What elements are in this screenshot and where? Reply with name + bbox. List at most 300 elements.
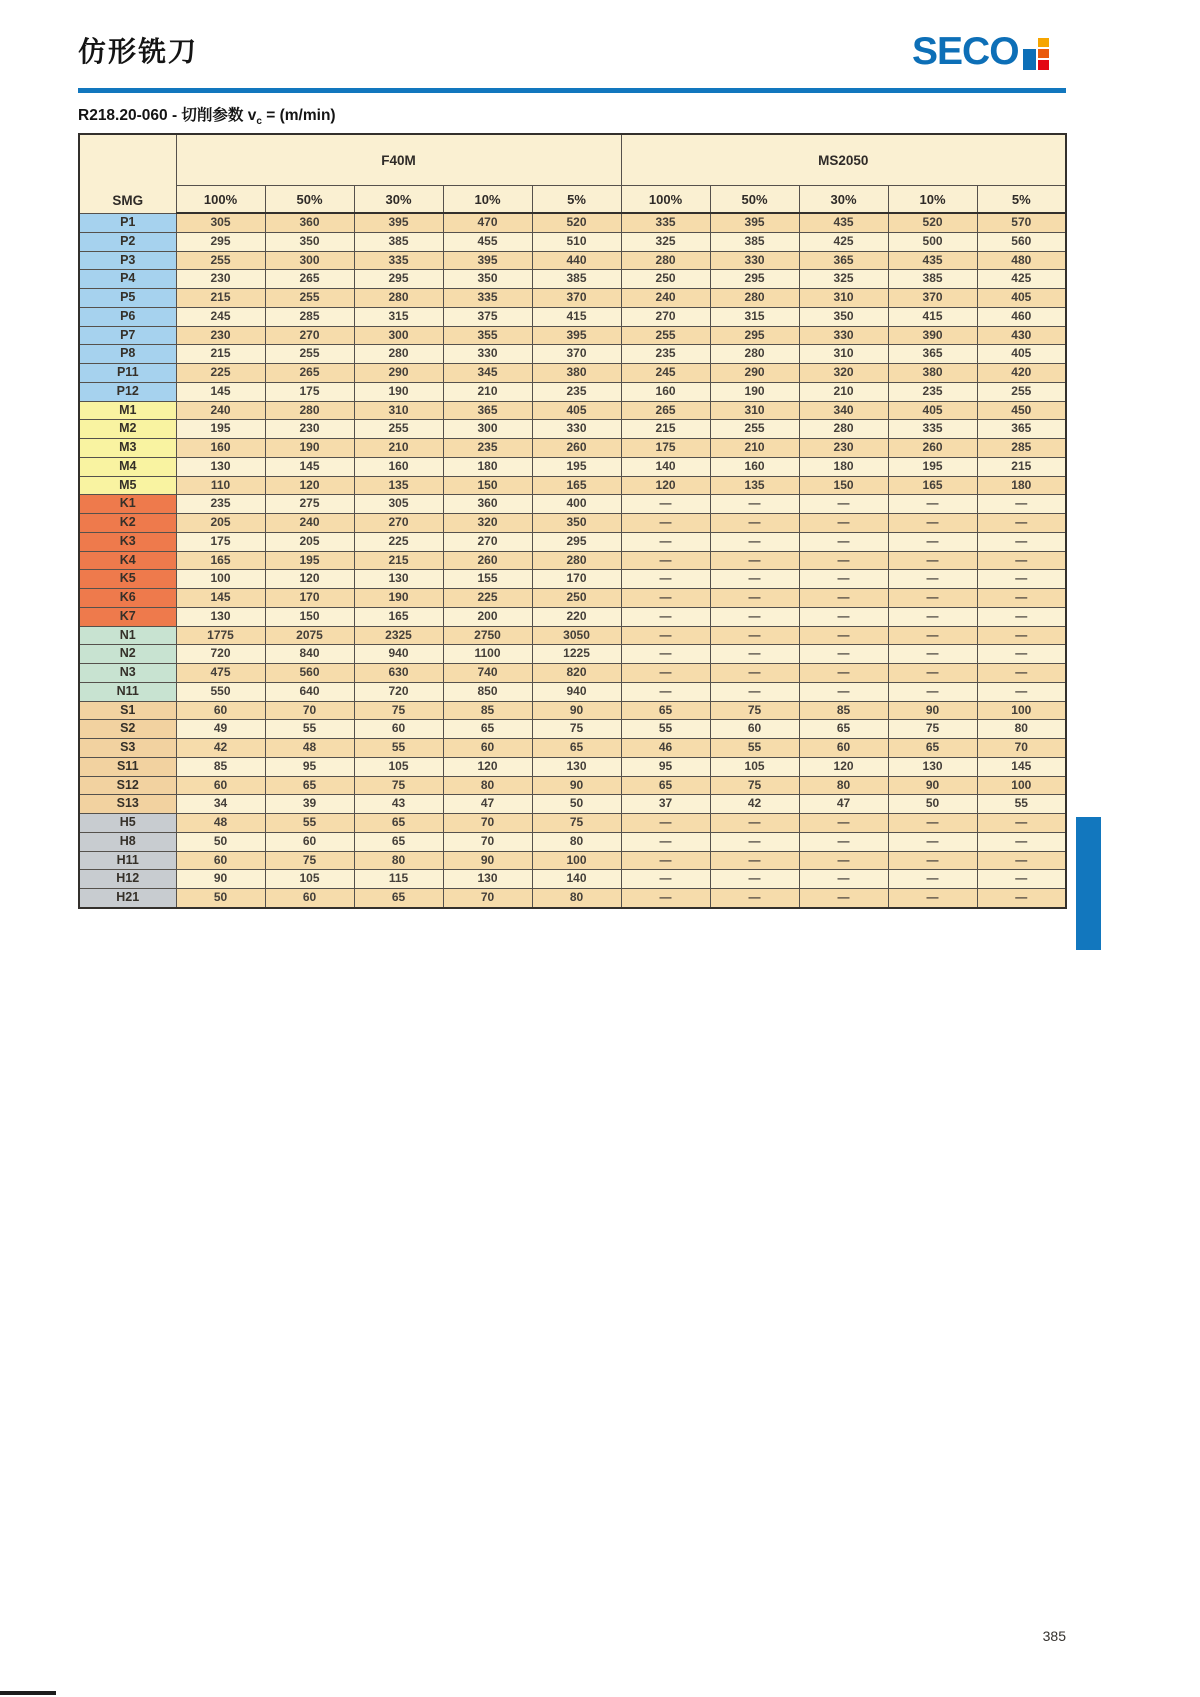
value-cell: 47 (799, 795, 888, 814)
table-row (79, 495, 1066, 514)
value-cell: 310 (799, 289, 888, 308)
table-row (79, 364, 1066, 383)
value-cell: 105 (265, 870, 354, 889)
value-cell: 195 (888, 457, 977, 476)
value-cell: 405 (977, 289, 1066, 308)
value-cell: 330 (532, 420, 621, 439)
value-cell: 335 (888, 420, 977, 439)
value-cell: 450 (977, 401, 1066, 420)
value-cell: — (621, 851, 710, 870)
value-cell: — (621, 626, 710, 645)
value-cell: — (977, 664, 1066, 683)
value-cell: — (888, 626, 977, 645)
smg-label: K6 (79, 589, 176, 608)
value-cell: 280 (354, 345, 443, 364)
value-cell: 520 (532, 213, 621, 232)
cube-orange-square (1038, 49, 1049, 58)
value-cell: 325 (621, 232, 710, 251)
value-cell: 720 (176, 645, 265, 664)
smg-label: S1 (79, 701, 176, 720)
smg-label: K2 (79, 514, 176, 533)
value-cell: 42 (176, 739, 265, 758)
table-row (79, 889, 1066, 908)
value-cell: — (888, 495, 977, 514)
value-cell: 65 (532, 739, 621, 758)
table-row (79, 476, 1066, 495)
value-cell: 60 (265, 889, 354, 908)
value-cell: 190 (354, 382, 443, 401)
value-cell: 65 (621, 701, 710, 720)
value-cell: 205 (265, 532, 354, 551)
value-cell: 245 (176, 307, 265, 326)
value-cell: — (621, 832, 710, 851)
smg-label: S2 (79, 720, 176, 739)
value-cell: 400 (532, 495, 621, 514)
value-cell: — (710, 607, 799, 626)
table-caption (78, 103, 336, 127)
value-cell: 49 (176, 720, 265, 739)
value-cell: — (621, 495, 710, 514)
value-cell: 80 (532, 832, 621, 851)
percent-header: 5% (977, 186, 1066, 214)
value-cell: 65 (888, 739, 977, 758)
smg-label: K4 (79, 551, 176, 570)
value-cell: 210 (443, 382, 532, 401)
value-cell: — (799, 832, 888, 851)
value-cell: 300 (443, 420, 532, 439)
value-cell: 510 (532, 232, 621, 251)
smg-label: N11 (79, 682, 176, 701)
table-row (79, 870, 1066, 889)
value-cell: 255 (265, 289, 354, 308)
value-cell: 260 (532, 439, 621, 458)
value-cell: — (710, 851, 799, 870)
smg-label: K5 (79, 570, 176, 589)
value-cell: 390 (888, 326, 977, 345)
percent-header: 5% (532, 186, 621, 214)
value-cell: 70 (443, 814, 532, 833)
value-cell: — (710, 514, 799, 533)
smg-column-header: SMG (79, 134, 176, 213)
value-cell: — (888, 870, 977, 889)
value-cell: 425 (799, 232, 888, 251)
value-cell: — (710, 626, 799, 645)
value-cell: 315 (354, 307, 443, 326)
seco-cube-icon (1023, 38, 1049, 70)
value-cell: 1775 (176, 626, 265, 645)
percent-header: 50% (265, 186, 354, 214)
value-cell: 370 (532, 289, 621, 308)
table-row (79, 401, 1066, 420)
smg-label: M3 (79, 439, 176, 458)
value-cell: — (710, 814, 799, 833)
value-cell: 315 (710, 307, 799, 326)
value-cell: 455 (443, 232, 532, 251)
table-row (79, 289, 1066, 308)
value-cell: 295 (710, 326, 799, 345)
value-cell: 255 (354, 420, 443, 439)
value-cell: — (888, 532, 977, 551)
value-cell: 500 (888, 232, 977, 251)
table-row (79, 420, 1066, 439)
value-cell: — (977, 626, 1066, 645)
value-cell: 60 (443, 739, 532, 758)
value-cell: — (710, 495, 799, 514)
value-cell: 570 (977, 213, 1066, 232)
value-cell: 365 (888, 345, 977, 364)
value-cell: 120 (265, 570, 354, 589)
value-cell: — (888, 832, 977, 851)
value-cell: — (799, 532, 888, 551)
value-cell: 330 (443, 345, 532, 364)
value-cell: 170 (265, 589, 354, 608)
value-cell: 60 (265, 832, 354, 851)
value-cell: 720 (354, 682, 443, 701)
cutting-parameters-table (78, 133, 1067, 909)
value-cell: 265 (265, 364, 354, 383)
smg-label: P5 (79, 289, 176, 308)
value-cell: 65 (443, 720, 532, 739)
value-cell: 420 (977, 364, 1066, 383)
value-cell: 130 (532, 757, 621, 776)
value-cell: 65 (799, 720, 888, 739)
value-cell: 48 (265, 739, 354, 758)
value-cell: 435 (799, 213, 888, 232)
value-cell: 110 (176, 476, 265, 495)
vc-symbol: $v_c$ (247, 107, 262, 128)
table-row (79, 514, 1066, 533)
value-cell: 405 (532, 401, 621, 420)
value-cell: 310 (710, 401, 799, 420)
percent-header: 30% (354, 186, 443, 214)
value-cell: — (799, 607, 888, 626)
value-cell: 190 (265, 439, 354, 458)
value-cell: 235 (888, 382, 977, 401)
table-row (79, 832, 1066, 851)
value-cell: — (710, 889, 799, 908)
value-cell: — (977, 645, 1066, 664)
value-cell: 75 (710, 776, 799, 795)
value-cell: 305 (176, 213, 265, 232)
value-cell: — (977, 851, 1066, 870)
value-cell: 65 (354, 889, 443, 908)
smg-label: P4 (79, 270, 176, 289)
smg-label: M1 (79, 401, 176, 420)
value-cell: — (977, 607, 1066, 626)
value-cell: 195 (176, 420, 265, 439)
smg-label: P8 (79, 345, 176, 364)
value-cell: — (977, 814, 1066, 833)
percent-header: 100% (176, 186, 265, 214)
value-cell: 46 (621, 739, 710, 758)
value-cell: 42 (710, 795, 799, 814)
value-cell: 85 (176, 757, 265, 776)
value-cell: 95 (621, 757, 710, 776)
value-cell: — (621, 682, 710, 701)
value-cell: — (799, 589, 888, 608)
value-cell: 270 (443, 532, 532, 551)
table-row (79, 739, 1066, 758)
caption-separator: - (171, 107, 178, 124)
value-cell: 135 (710, 476, 799, 495)
smg-label: S11 (79, 757, 176, 776)
value-cell: — (621, 607, 710, 626)
value-cell: 130 (176, 457, 265, 476)
value-cell: 330 (710, 251, 799, 270)
seco-logo (912, 30, 1049, 73)
value-cell: 240 (265, 514, 354, 533)
value-cell: 150 (443, 476, 532, 495)
value-cell: — (888, 889, 977, 908)
value-cell: 255 (710, 420, 799, 439)
value-cell: 115 (354, 870, 443, 889)
value-cell: 335 (354, 251, 443, 270)
value-cell: 415 (532, 307, 621, 326)
smg-label: S12 (79, 776, 176, 795)
value-cell: — (621, 551, 710, 570)
page-title: 仿形铣刀 (78, 35, 199, 68)
percent-header: 30% (799, 186, 888, 214)
value-cell: 230 (265, 420, 354, 439)
value-cell: — (710, 532, 799, 551)
value-cell: 395 (354, 213, 443, 232)
value-cell: 225 (176, 364, 265, 383)
value-cell: 150 (265, 607, 354, 626)
crop-mark (0, 1691, 56, 1695)
value-cell: 120 (443, 757, 532, 776)
value-cell: 220 (532, 607, 621, 626)
value-cell: — (888, 645, 977, 664)
smg-label: N2 (79, 645, 176, 664)
value-cell: 75 (710, 701, 799, 720)
value-cell: 280 (532, 551, 621, 570)
value-cell: — (621, 870, 710, 889)
value-cell: 250 (532, 589, 621, 608)
smg-label: P6 (79, 307, 176, 326)
value-cell: 230 (176, 270, 265, 289)
value-cell: 47 (443, 795, 532, 814)
value-cell: 280 (710, 345, 799, 364)
value-cell: 135 (354, 476, 443, 495)
table-row (79, 570, 1066, 589)
value-cell: — (977, 589, 1066, 608)
value-cell: 295 (354, 270, 443, 289)
value-cell: 34 (176, 795, 265, 814)
percent-header: 10% (443, 186, 532, 214)
value-cell: 165 (888, 476, 977, 495)
value-cell: 425 (977, 270, 1066, 289)
value-cell: 380 (888, 364, 977, 383)
value-cell: 350 (443, 270, 532, 289)
value-cell: — (799, 514, 888, 533)
table-row (79, 270, 1066, 289)
value-cell: 55 (710, 739, 799, 758)
value-cell: 50 (888, 795, 977, 814)
value-cell: 275 (265, 495, 354, 514)
value-cell: 215 (176, 289, 265, 308)
table-row (79, 532, 1066, 551)
value-cell: 55 (621, 720, 710, 739)
value-cell: — (710, 589, 799, 608)
value-cell: 130 (176, 607, 265, 626)
value-cell: 75 (532, 814, 621, 833)
value-cell: 90 (176, 870, 265, 889)
value-cell: — (799, 870, 888, 889)
value-cell: 270 (354, 514, 443, 533)
value-cell: 260 (888, 439, 977, 458)
header-divider (78, 88, 1066, 93)
value-cell: 250 (621, 270, 710, 289)
value-cell: 50 (532, 795, 621, 814)
section-tab (1076, 817, 1101, 950)
value-cell: 330 (799, 326, 888, 345)
value-cell: — (799, 495, 888, 514)
value-cell: 295 (710, 270, 799, 289)
smg-label: P11 (79, 364, 176, 383)
value-cell: 215 (176, 345, 265, 364)
value-cell: 385 (710, 232, 799, 251)
value-cell: 215 (621, 420, 710, 439)
value-cell: 405 (977, 345, 1066, 364)
value-cell: — (799, 570, 888, 589)
smg-label: K7 (79, 607, 176, 626)
value-cell: 90 (443, 851, 532, 870)
value-cell: 300 (265, 251, 354, 270)
value-cell: — (799, 889, 888, 908)
value-cell: 120 (799, 757, 888, 776)
value-cell: — (888, 851, 977, 870)
value-cell: — (977, 570, 1066, 589)
value-cell: 70 (265, 701, 354, 720)
value-cell: 80 (532, 889, 621, 908)
value-cell: 245 (621, 364, 710, 383)
value-cell: — (977, 532, 1066, 551)
table-row (79, 326, 1066, 345)
table-row (79, 701, 1066, 720)
value-cell: 175 (265, 382, 354, 401)
smg-label: P2 (79, 232, 176, 251)
value-cell: 155 (443, 570, 532, 589)
table-row (79, 551, 1066, 570)
value-cell: 90 (888, 701, 977, 720)
smg-label: M2 (79, 420, 176, 439)
value-cell: 130 (354, 570, 443, 589)
page-number: 385 (1042, 1628, 1066, 1644)
value-cell: 75 (265, 851, 354, 870)
table-row (79, 664, 1066, 683)
table-row (79, 720, 1066, 739)
value-cell: 230 (799, 439, 888, 458)
table-row (79, 851, 1066, 870)
value-cell: 240 (621, 289, 710, 308)
value-cell: 335 (443, 289, 532, 308)
value-cell: 70 (443, 832, 532, 851)
value-cell: 225 (443, 589, 532, 608)
value-cell: 295 (532, 532, 621, 551)
value-cell: — (888, 682, 977, 701)
value-cell: — (888, 514, 977, 533)
value-cell: 630 (354, 664, 443, 683)
value-cell: 130 (443, 870, 532, 889)
value-cell: — (799, 664, 888, 683)
table-row (79, 251, 1066, 270)
table-row (79, 232, 1066, 251)
value-cell: 165 (354, 607, 443, 626)
table-row (79, 626, 1066, 645)
value-cell: 100 (176, 570, 265, 589)
parameter-label: 切削参数 (181, 107, 244, 124)
value-cell: 365 (443, 401, 532, 420)
value-cell: — (799, 851, 888, 870)
value-cell: 65 (265, 776, 354, 795)
percent-header: 100% (621, 186, 710, 214)
value-cell: 310 (799, 345, 888, 364)
value-cell: — (977, 495, 1066, 514)
smg-label: N1 (79, 626, 176, 645)
value-cell: — (977, 551, 1066, 570)
value-cell: — (799, 814, 888, 833)
value-cell: 340 (799, 401, 888, 420)
value-cell: — (621, 664, 710, 683)
value-cell: 215 (977, 457, 1066, 476)
value-cell: 395 (443, 251, 532, 270)
value-cell: 365 (799, 251, 888, 270)
value-cell: 260 (443, 551, 532, 570)
table-row (79, 345, 1066, 364)
value-cell: 235 (621, 345, 710, 364)
value-cell: 65 (354, 832, 443, 851)
value-cell: 295 (176, 232, 265, 251)
value-cell: 105 (354, 757, 443, 776)
table-row (79, 776, 1066, 795)
value-cell: 85 (799, 701, 888, 720)
value-cell: 285 (977, 439, 1066, 458)
value-cell: 475 (176, 664, 265, 683)
value-cell: 265 (265, 270, 354, 289)
value-cell: 290 (710, 364, 799, 383)
group-header-ms2050: MS2050 (621, 134, 1066, 186)
value-cell: 940 (532, 682, 621, 701)
value-cell: 200 (443, 607, 532, 626)
value-cell: 280 (265, 401, 354, 420)
value-cell: 235 (443, 439, 532, 458)
value-cell: 180 (977, 476, 1066, 495)
table-row (79, 589, 1066, 608)
value-cell: 320 (443, 514, 532, 533)
smg-label: S3 (79, 739, 176, 758)
value-cell: 385 (532, 270, 621, 289)
table-row (79, 682, 1066, 701)
value-cell: 355 (443, 326, 532, 345)
value-cell: 60 (176, 851, 265, 870)
value-cell: 100 (977, 701, 1066, 720)
smg-label: K3 (79, 532, 176, 551)
value-cell: 365 (977, 420, 1066, 439)
value-cell: — (799, 626, 888, 645)
value-cell: 55 (354, 739, 443, 758)
smg-label: S13 (79, 795, 176, 814)
value-cell: 345 (443, 364, 532, 383)
value-cell: 205 (176, 514, 265, 533)
value-cell: 850 (443, 682, 532, 701)
cube-red-square (1038, 60, 1049, 70)
value-cell: — (621, 570, 710, 589)
value-cell: 60 (354, 720, 443, 739)
group-header-f40m: F40M (176, 134, 621, 186)
value-cell: 150 (799, 476, 888, 495)
value-cell: 175 (621, 439, 710, 458)
value-cell: 2750 (443, 626, 532, 645)
